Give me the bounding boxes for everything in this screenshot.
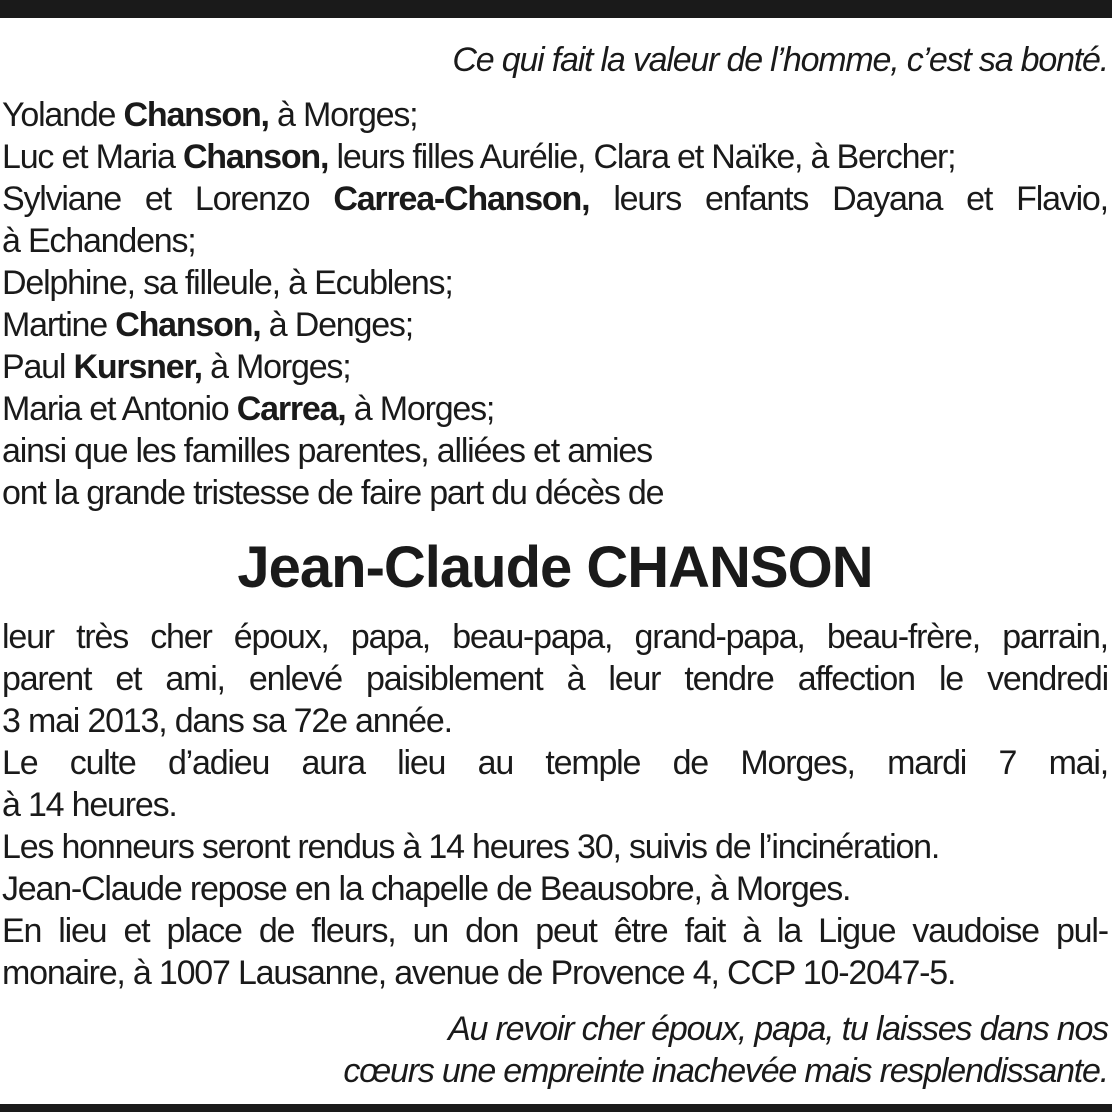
family-surname: Carrea, — [236, 390, 346, 428]
word: de — [672, 744, 709, 782]
word: paisiblement — [366, 660, 543, 698]
body-p5-line2: monaire, à 1007 Lausanne, avenue de Provence 4, CCP 10-2047-5. — [2, 954, 956, 992]
word: peut — [535, 912, 597, 950]
word: Flavio, — [1016, 180, 1108, 218]
word: mai, — [1048, 744, 1108, 782]
word: un — [412, 912, 448, 950]
word: tendre — [684, 660, 774, 698]
bottom-border-rule — [0, 1104, 1112, 1112]
word: et — [966, 180, 993, 218]
epigraph: Ce qui fait la valeur de l’homme, c’est sa bonté. — [452, 41, 1108, 79]
family-line-8 — [2, 388, 1108, 430]
word: mardi — [887, 744, 967, 782]
word: et — [115, 660, 142, 698]
word: enlevé — [248, 660, 342, 698]
word: lieu — [58, 912, 107, 950]
body-p1-line2 — [2, 658, 1108, 700]
word: le — [938, 660, 964, 698]
word: beau-frère, — [826, 618, 980, 656]
family-line-text: à Morges; — [345, 390, 495, 428]
family-line-text: Paul — [2, 348, 74, 386]
word: cher — [150, 618, 212, 656]
family-line-5: Delphine, sa filleule, à Ecublens; — [2, 264, 453, 302]
word: à — [566, 660, 585, 698]
family-line-text: Luc et Maria — [2, 138, 183, 176]
word: Le — [2, 744, 38, 782]
family-surname: Chanson, — [182, 138, 329, 176]
word: don — [465, 912, 519, 950]
body-p1-line1 — [2, 616, 1108, 658]
word: affection — [797, 660, 915, 698]
family-line-1 — [2, 94, 1108, 136]
family-surname: Kursner, — [73, 348, 202, 386]
word: pul- — [1055, 912, 1108, 950]
word: et — [123, 912, 150, 950]
word: vendredi — [987, 660, 1108, 698]
word: place — [166, 912, 242, 950]
word: papa, — [350, 618, 430, 656]
word: de — [258, 912, 295, 950]
family-line-3 — [2, 178, 1108, 220]
word: vaudoise — [912, 912, 1039, 950]
word: culte — [69, 744, 136, 782]
word: époux, — [233, 618, 329, 656]
word: fait — [684, 912, 726, 950]
word: beau-papa, — [452, 618, 613, 656]
body-p3: Les honneurs seront rendus à 14 heures 30, suivis de l’incinération. — [2, 828, 940, 866]
word: Sylviane — [2, 180, 121, 218]
deceased-name: Jean-Claude CHANSON — [237, 535, 873, 600]
top-border-rule — [0, 0, 1112, 18]
family-surname: Chanson, — [123, 96, 269, 134]
word: enfants — [705, 180, 809, 218]
family-line-text: Martine — [2, 306, 116, 344]
word: leur — [608, 660, 661, 698]
word: leur — [2, 618, 54, 656]
family-line-7 — [2, 346, 1108, 388]
word: fleurs, — [311, 912, 396, 950]
word: leurs — [613, 180, 682, 218]
word: Dayana — [832, 180, 943, 218]
family-line-text: à Morges; — [268, 96, 418, 134]
word: parrain, — [1002, 618, 1108, 656]
family-line-6 — [2, 304, 1108, 346]
word: Morges, — [740, 744, 855, 782]
body-p5-line1 — [2, 910, 1108, 952]
closing-line-2: cœurs une empreinte inachevée mais resplendissante. — [343, 1052, 1108, 1090]
family-line-9: ainsi que les familles parentes, alliées et amies — [2, 432, 652, 470]
family-line-text: Yolande — [2, 96, 124, 134]
word: lieu — [397, 744, 446, 782]
word: très — [76, 618, 129, 656]
word: Lorenzo — [194, 180, 310, 218]
word: Ligue — [818, 912, 896, 950]
family-line-2 — [2, 136, 1108, 178]
body-p2-line2: à 14 heures. — [2, 786, 177, 824]
family-line-10: ont la grande tristesse de faire part du décès de — [2, 474, 664, 512]
family-line-4: à Echandens; — [2, 222, 196, 260]
word: temple — [545, 744, 641, 782]
word: au — [477, 744, 514, 782]
family-line-text: à Denges; — [260, 306, 413, 344]
word: ami, — [165, 660, 225, 698]
word: parent — [2, 660, 92, 698]
body-p1-line3: 3 mai 2013, dans sa 72e année. — [2, 702, 452, 740]
word: être — [613, 912, 668, 950]
word: la — [776, 912, 802, 950]
family-line-text: à Morges; — [201, 348, 351, 386]
word: aura — [301, 744, 365, 782]
body-p2-line1 — [2, 742, 1108, 784]
closing-line-1: Au revoir cher époux, papa, tu laisses dans nos — [448, 1010, 1108, 1048]
word: En — [2, 912, 42, 950]
word: à — [742, 912, 760, 950]
word: 7 — [998, 744, 1017, 782]
word: grand-papa, — [634, 618, 805, 656]
family-surname: Chanson, — [115, 306, 261, 344]
family-line-text: Maria et Antonio — [2, 390, 237, 428]
word: et — [144, 180, 171, 218]
family-line-text: leurs filles Aurélie, Clara et Naïke, à Bercher; — [328, 138, 956, 176]
body-p4: Jean-Claude repose en la chapelle de Beausobre, à Morges. — [2, 870, 851, 908]
word: d’adieu — [167, 744, 270, 782]
family-surname: Carrea-Chanson, — [333, 180, 590, 218]
